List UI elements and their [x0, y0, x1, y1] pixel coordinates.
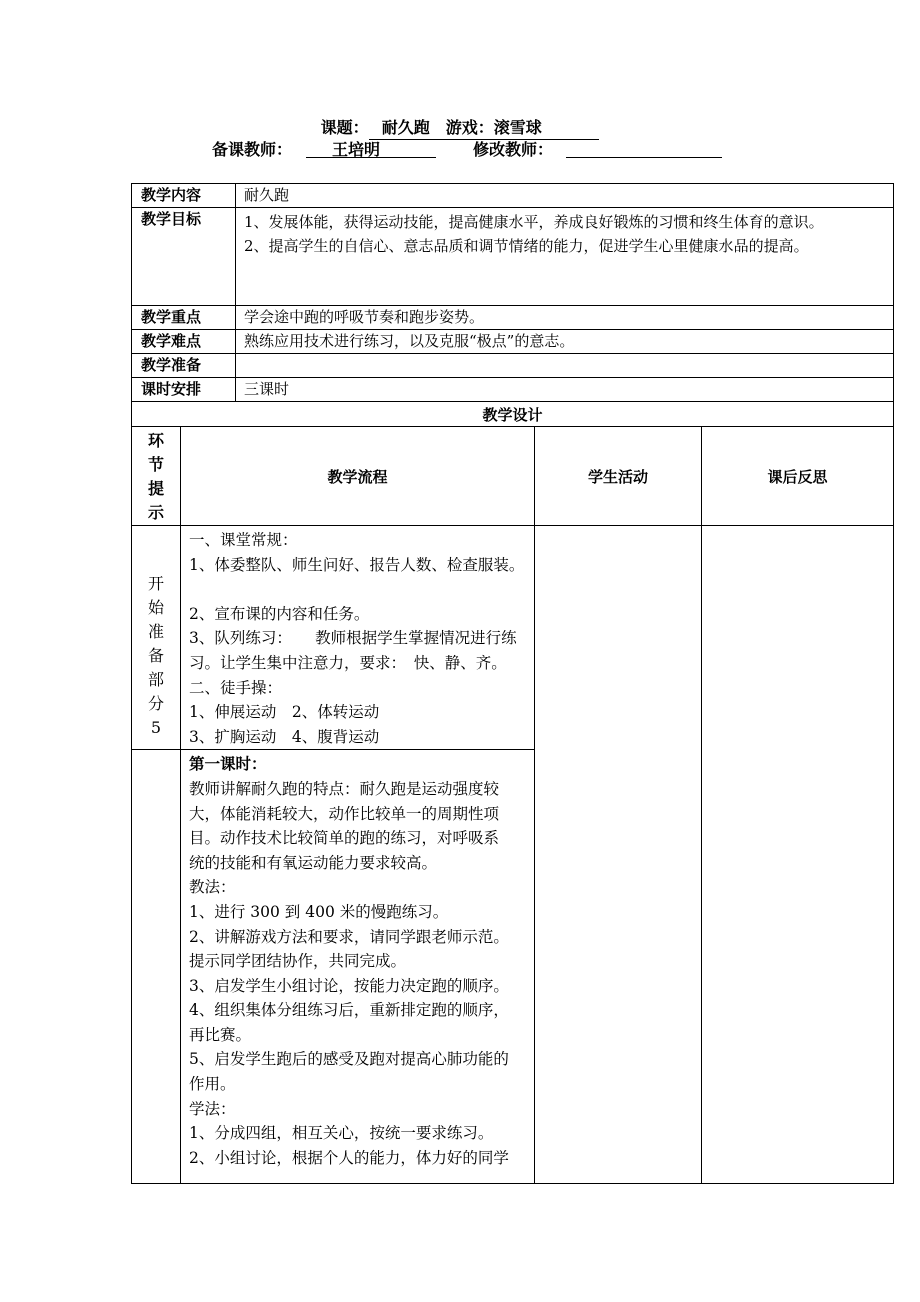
- flow-line: 4、组织集体分组练习后，重新排定跑的顺序，: [189, 1001, 509, 1020]
- flow-line: 2、小组讨论，根据个人的能力，体力好的同学: [189, 1148, 509, 1167]
- lesson-plan-table: [131, 183, 894, 1184]
- flow-line: 1、分成四组，相互关心，按统一要求练习。: [189, 1124, 494, 1143]
- flow-start: [181, 526, 535, 750]
- stage-start: 开 始 准 备 部 分 5: [132, 526, 181, 750]
- goal-1: 1、发展体能，获得运动技能，提高健康水平，养成良好锻炼的习惯和终生体育的意识。: [244, 213, 824, 231]
- flow-line: 2、讲解游戏方法和要求，请同学跟老师示范。: [189, 927, 509, 946]
- reflection-cell: [702, 526, 894, 1184]
- teacher-field: [306, 137, 436, 158]
- teacher-label: 备课教师：: [212, 140, 293, 159]
- flow-line: 1、伸展运动 2、体转运动: [189, 703, 380, 722]
- student-activity-cell: [535, 526, 702, 1184]
- lesson-heading: 第一课时：: [189, 755, 267, 774]
- flow-header: 教学流程: [181, 427, 535, 526]
- flow-line: 5、启发学生跑后的感受及跑对提高心肺功能的: [189, 1050, 509, 1069]
- info-row-content: [132, 184, 894, 208]
- flow-line: 提示同学团结协作，共同完成。: [189, 952, 407, 971]
- info-label: 教学难点: [132, 330, 236, 354]
- info-row-goals: [132, 208, 894, 306]
- flow-line: 教法：: [189, 878, 236, 897]
- flow-line: 大，体能消耗较大，动作比较单一的周期性项: [189, 804, 500, 823]
- section-start: [132, 526, 894, 750]
- info-row-preparation: [132, 354, 894, 378]
- flow-line: 3、队列练习： 教师根据学生掌握情况进行练: [189, 629, 517, 648]
- design-title-row: [132, 402, 894, 427]
- student-header: 学生活动: [535, 427, 702, 526]
- column-header-row: [132, 427, 894, 526]
- info-label: 教学内容: [132, 184, 236, 208]
- flow-line: 3、扩胸运动 4、腹背运动: [189, 727, 380, 746]
- info-value: [236, 354, 894, 378]
- info-value: 耐久跑: [236, 184, 894, 208]
- info-row-difficulty: [132, 330, 894, 354]
- lesson-title: [0, 115, 920, 140]
- stage-header: 环 节 提 示: [132, 427, 181, 526]
- reflection-header: 课后反思: [702, 427, 894, 526]
- flow-line: 2、宣布课的内容和任务。: [189, 604, 370, 623]
- teacher-value: 王培明: [332, 140, 381, 159]
- info-row-schedule: [132, 378, 894, 402]
- info-row-key: [132, 306, 894, 330]
- flow-line: 二、徒手操：: [189, 678, 283, 697]
- editor-field: [566, 137, 722, 158]
- goal-2: 2、提高学生的自信心、意志品质和调节情绪的能力，促进学生心里健康水品的提高。: [244, 237, 809, 255]
- flow-line: 作用。: [189, 1075, 236, 1094]
- flow-line: 3、启发学生小组讨论，按能力决定跑的顺序。: [189, 976, 509, 995]
- flow-line: 习。让学生集中注意力，要求： 快、静、齐。: [189, 653, 507, 672]
- flow-line: 目。动作技术比较简单的跑的练习，对呼吸系: [189, 829, 500, 848]
- flow-line: [189, 577, 528, 602]
- editor-label: 修改教师：: [473, 140, 554, 159]
- flow-line: 再比赛。: [189, 1025, 252, 1044]
- flow-line: 1、进行 300 到 400 米的慢跑练习。: [189, 902, 449, 921]
- flow-main: [181, 750, 535, 1184]
- flow-line: 1、体委整队、师生问好、报告人数、检查服装。: [189, 555, 525, 574]
- flow-line: 统的技能和有氧运动能力要求较高。: [189, 853, 438, 872]
- info-label: 教学准备: [132, 354, 236, 378]
- flow-line: 教师讲解耐久跑的特点：耐久跑是运动强度较: [189, 779, 500, 798]
- design-title: 教学设计: [132, 402, 894, 427]
- info-label: 教学重点: [132, 306, 236, 330]
- info-value: 学会途中跑的呼吸节奏和跑步姿势。: [236, 306, 894, 330]
- info-label: 课时安排: [132, 378, 236, 402]
- title-label: 课题：: [320, 118, 369, 137]
- info-label: 教学目标: [132, 208, 236, 306]
- info-value: 三课时: [236, 378, 894, 402]
- title-value: 耐久跑 游戏：滚雪球: [369, 115, 600, 140]
- flow-line: 学法：: [189, 1099, 236, 1118]
- info-value: [236, 208, 894, 306]
- stage-main: [132, 750, 181, 1184]
- info-value: 熟练应用技术进行练习，以及克服“极点”的意志。: [236, 330, 894, 354]
- flow-line: 一、课堂常规：: [189, 531, 298, 549]
